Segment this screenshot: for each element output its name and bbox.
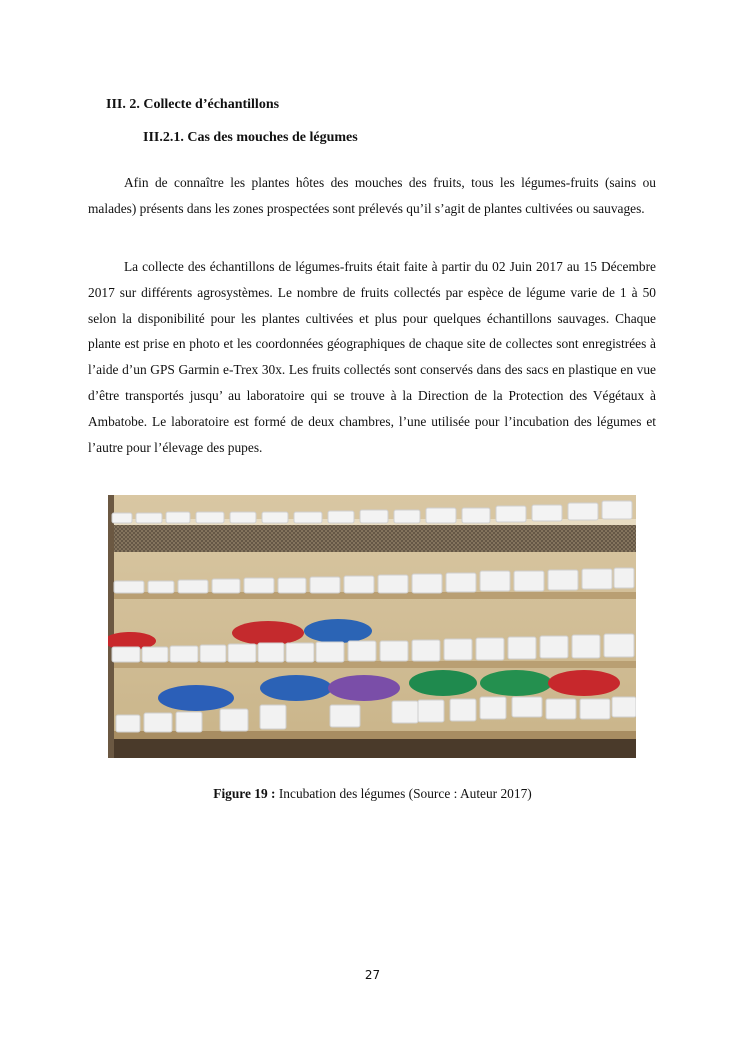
subsection-heading: III.2.1. Cas des mouches de légumes (143, 130, 358, 145)
paragraph-2: La collecte des échantillons de légumes-fruits était faite à partir du 02 Juin 2017 au 15 Décembre 2017 sur différents agrosystèmes. Le nombre de fruits collectés par espèce de légume varie de 1 à 50 selon la disponibilité pour les plantes cultivées et plus pour quelques échantillons sauvages. Chaque plante est prise en photo et les coordonnées géographiques de chaque site de collectes sont enregistrées à l’aide d’un GPS Garmin e-Trex 30x. Les fruits collectés sont conservés dans des sacs en plastique en vue d’être transportés jusqu’ au laboratoire qui se trouve à la Direction de la Protection des Végétaux à Ambatobe. Le laboratoire est formé de deux chambres, l’une utilisée pour l’incubation des légumes et l’autre pour l’élevage des pupes. (88, 259, 656, 455)
figure-photo-incubation-shelves (108, 495, 636, 758)
section-heading: III. 2. Collecte d’échantillons (106, 97, 280, 112)
page-number: 27 (364, 968, 381, 982)
figure-caption-text: Incubation des légumes (Source : Auteur 2017) (275, 786, 532, 801)
figure-caption (0, 786, 745, 802)
figure-label: Figure 19 : (213, 786, 276, 801)
paragraph-1: Afin de connaître les plantes hôtes des mouches des fruits, tous les légumes-fruits (sains ou malades) présents dans les zones prospectées sont prélevés qu’il s’agit de plantes cultivées ou sauvages. (88, 175, 656, 216)
